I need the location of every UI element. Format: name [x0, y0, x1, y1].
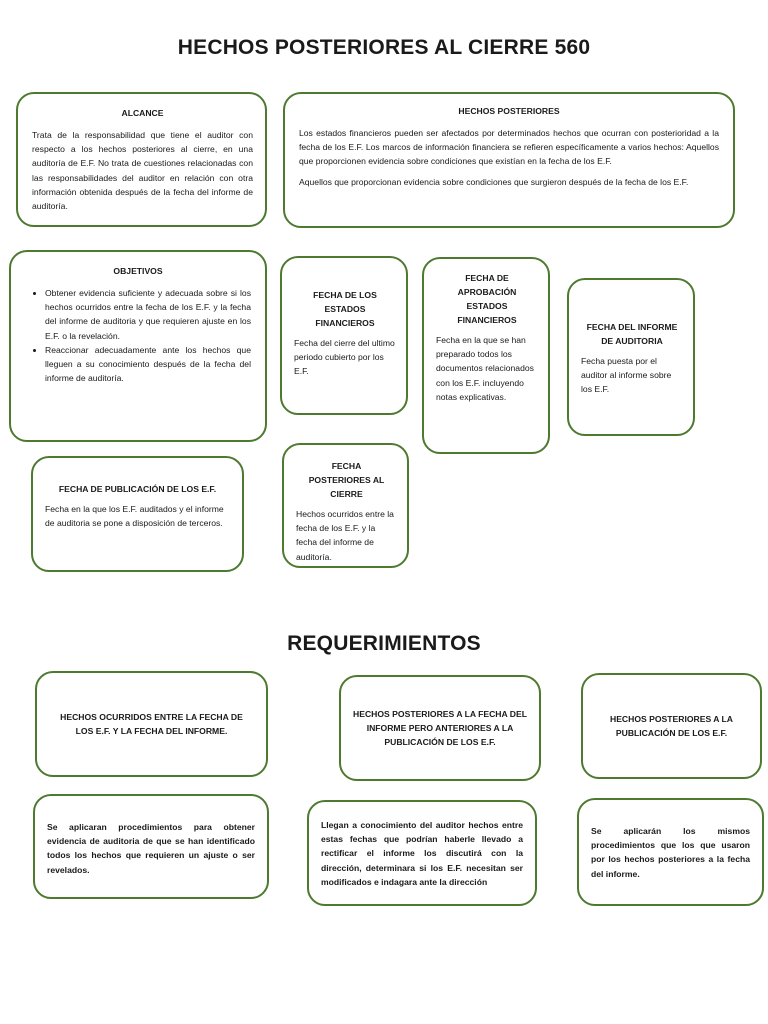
alcance-box	[16, 92, 267, 227]
hechos-posteriores-p2: Aquellos que proporcionan evidencia sobre condiciones que surgieron después de la fecha de los E.F.	[299, 176, 689, 187]
fecha-publicacion-title: FECHA DE PUBLICACIÓN DE LOS E.F.	[58, 484, 217, 494]
fecha-posteriores-box	[282, 443, 409, 568]
fecha-ef-title: FECHA DE LOS ESTADOS FINANCIEROS	[313, 290, 377, 328]
req-header-1: HECHOS OCURRIDOS ENTRE LA FECHA DE LOS E.F. Y LA FECHA DEL INFORME.	[60, 712, 243, 736]
req-header-2: HECHOS POSTERIORES A LA FECHA DEL INFORME PERO ANTERIORES A LA PUBLICACIÓN DE LOS E.F.	[353, 709, 527, 747]
req-header-3: HECHOS POSTERIORES A LA PUBLICACIÓN DE LOS E.F.	[609, 714, 734, 738]
req-text-3: Se aplicarán los mismos procedimientos que los que usaron por los hechos posteriores a la fecha del informe.	[591, 826, 750, 879]
objetivos-item: • Obtener evidencia suficiente y adecuada sobre si los hechos ocurridos entre la fecha de los E.F. y la fecha del informe de auditoria y que requieren ajuste en los E.F. o la revelación.	[45, 286, 251, 343]
req-text-2: Llegan a conocimiento del auditor hechos entre estas fechas que podrían haberle llevado a rectificar el informe los discutirá con la dirección, determinara si los E.F. necesitan ser modificados e indagara ante la dirección	[321, 820, 523, 887]
req-text-box-1	[33, 794, 269, 899]
fecha-aprobacion-title: FECHA DE APROBACIÓN ESTADOS FINANCIEROS	[457, 273, 517, 325]
objetivos-title: OBJETIVOS	[113, 266, 163, 276]
req-header-box-2	[339, 675, 541, 781]
fecha-informe-text: Fecha puesta por el auditor al informe sobre los E.F.	[581, 356, 672, 395]
fecha-posteriores-text: Hechos ocurridos entre la fecha de los E.F. y la fecha del informe de auditoría.	[296, 509, 394, 562]
req-header-box-3	[581, 673, 762, 779]
fecha-publicacion-box	[31, 456, 244, 572]
hechos-posteriores-box	[283, 92, 735, 228]
fecha-aprobacion-text: Fecha en la que se han preparado todos los documentos relacionados con los E.F. incluyendo notas explicativas.	[436, 335, 534, 402]
req-header-box-1	[35, 671, 268, 777]
objetivos-item: • Reaccionar adecuadamente ante los hechos que lleguen a su conocimiento después de la fecha del informe de auditoría.	[45, 343, 251, 386]
objetivos-list	[25, 286, 251, 385]
fecha-ef-text: Fecha del cierre del ultimo periodo cubierto por los E.F.	[294, 338, 395, 377]
fecha-ef-box	[280, 256, 408, 415]
fecha-informe-title: FECHA DEL INFORME DE AUDITORIA	[586, 322, 678, 346]
req-text-1: Se aplicaran procedimientos para obtener evidencia de auditoria de que se han identificado todos los hechos que requieren un ajuste o ser revelados.	[47, 822, 255, 875]
page-title: HECHOS POSTERIORES AL CIERRE 560	[177, 36, 591, 59]
req-text-box-3	[577, 798, 764, 906]
objetivos-box	[9, 250, 267, 442]
alcance-title: ALCANCE	[121, 108, 164, 118]
hechos-posteriores-p1: Los estados financieros pueden ser afectados por determinados hechos que ocurran con posterioridad a la fecha de los E.F. Los marcos de información financiera se refieren específicamente a varios hechos: Aquellos que proporcionen evidencia sobre condiciones que existían en la fecha de los E.F.	[299, 128, 719, 167]
fecha-posteriores-title: FECHA POSTERIORES AL CIERRE	[308, 461, 385, 499]
fecha-informe-box	[567, 278, 695, 436]
requerimientos-title: REQUERIMIENTOS	[287, 632, 481, 655]
fecha-publicacion-text: Fecha en la que los E.F. auditados y el informe de auditoria se pone a disposición de terceros.	[45, 504, 224, 529]
hechos-posteriores-title: HECHOS POSTERIORES	[458, 106, 560, 116]
fecha-aprobacion-box	[422, 257, 550, 454]
req-text-box-2	[307, 800, 537, 906]
alcance-text: Trata de la responsabilidad que tiene el auditor con respecto a los hechos posteriores al cierre, en una auditoría de E.F. No trata de cuestiones relacionadas con las responsabilidades del auditor en relación con otra información obtenida después de la fecha del informe de auditoría.	[32, 130, 253, 212]
